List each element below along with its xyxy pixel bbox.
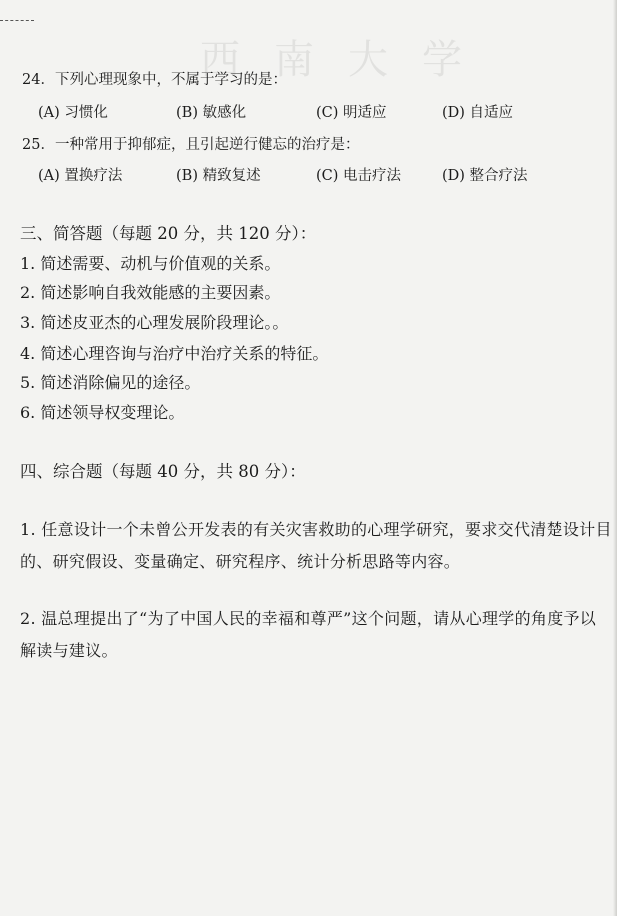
section-3-item-3: 3. 简述皮亚杰的心理发展阶段理论。。 bbox=[20, 313, 289, 332]
q24-option-d: (D) 自适应 bbox=[442, 105, 514, 121]
section-4-item-1: 1. 任意设计一个未曾公开发表的有关灾害救助的心理学研究，要求交代清楚设计目的、研究假设、变量确定、研究程序、统计分析思路等内容。 bbox=[20, 520, 612, 571]
section-3-title: 三、简答题（每题 20 分，共 120 分）： bbox=[20, 224, 317, 243]
q24-option-a: (A) 习惯化 bbox=[38, 105, 108, 121]
page-edge-shadow bbox=[613, 0, 617, 916]
page-edge-mark bbox=[0, 20, 34, 21]
q25-option-c: (C) 电击疗法 bbox=[316, 168, 402, 184]
section-3-item-4: 4. 简述心理咨询与治疗中治疗关系的特征。 bbox=[20, 344, 329, 363]
q24-option-c: (C) 明适应 bbox=[316, 105, 387, 121]
section-3-item-2: 2. 简述影响自我效能感的主要因素。 bbox=[20, 283, 281, 302]
q25-option-a: (A) 置换疗法 bbox=[38, 168, 123, 184]
section-3-item-1: 1. 简述需要、动机与价值观的关系。 bbox=[20, 254, 281, 273]
question-24: 24．下列心理现象中，不属于学习的是： bbox=[22, 72, 287, 88]
section-3-item-6: 6. 简述领导权变理论。 bbox=[20, 403, 185, 422]
q24-option-b: (B) 敏感化 bbox=[176, 105, 247, 121]
question-25: 25．一种常用于抑郁症，且引起逆行健忘的治疗是： bbox=[22, 137, 360, 153]
q25-option-d: (D) 整合疗法 bbox=[442, 168, 528, 184]
q25-option-b: (B) 精致复述 bbox=[176, 168, 261, 184]
section-4-item-2: 2. 温总理提出了“为了中国人民的幸福和尊严”这个问题，请从心理学的角度予以解读与建议。 bbox=[20, 609, 597, 660]
section-4-title: 四、综合题（每题 40 分，共 80 分）： bbox=[20, 462, 306, 481]
watermark-title: 西南大学 bbox=[200, 37, 496, 83]
section-3-item-5: 5. 简述消除偏见的途径。 bbox=[20, 373, 201, 392]
